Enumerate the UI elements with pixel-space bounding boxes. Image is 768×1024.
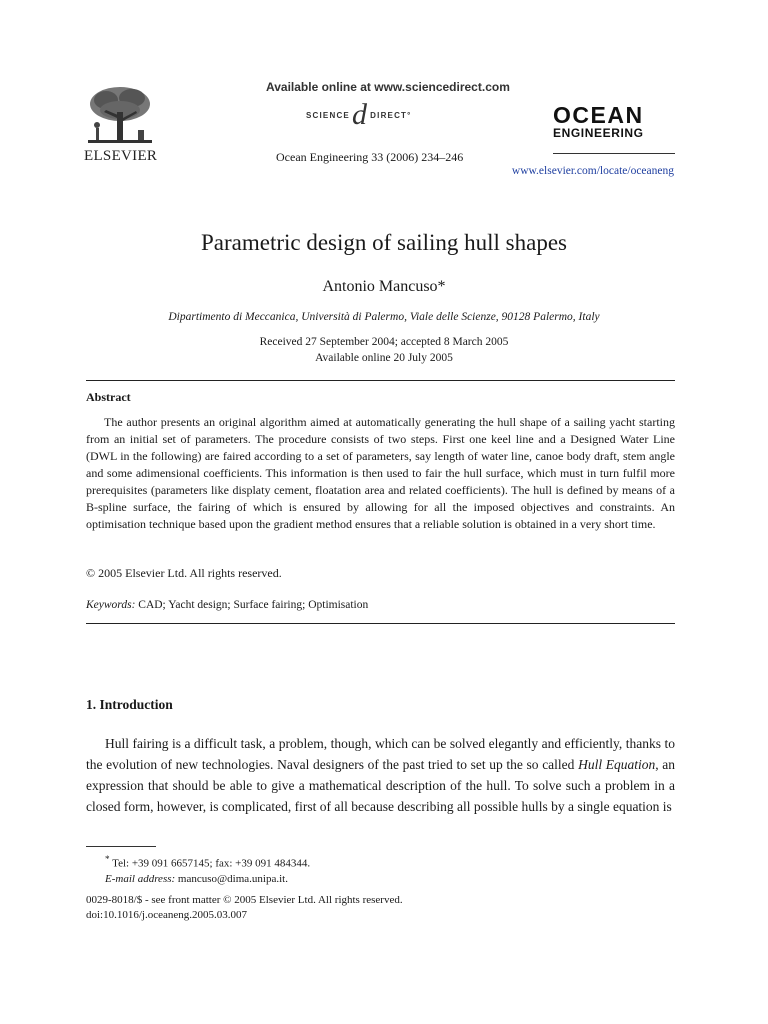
- available-date: Available online 20 July 2005: [315, 352, 453, 364]
- journal-reference: Ocean Engineering 33 (2006) 234–246: [276, 150, 464, 164]
- sciencedirect-left: SCIENCE: [306, 110, 350, 120]
- publisher-name: ELSEVIER: [84, 148, 158, 164]
- footnote-email[interactable]: mancuso@dima.unipa.it.: [175, 872, 288, 885]
- intro-emphasis: Hull Equation: [578, 757, 656, 772]
- author-affiliation: Dipartimento di Meccanica, Università di Palermo, Viale delle Scienze, 90128 Palermo, Italy: [168, 311, 600, 323]
- article-title: Parametric design of sailing hull shapes: [200, 230, 567, 255]
- journal-logo-rule: [553, 153, 675, 154]
- journal-logo: [553, 104, 644, 140]
- footnote-mark: *: [105, 854, 110, 864]
- introduction-body: [86, 733, 675, 817]
- abstract-body: [86, 414, 675, 533]
- introduction-paragraph: [86, 733, 675, 817]
- elsevier-tree-logo: [84, 84, 156, 148]
- abstract-top-rule: [86, 380, 675, 381]
- sciencedirect-right: DIRECT°: [370, 110, 412, 120]
- footnote-email-label: E-mail address:: [105, 872, 176, 885]
- sciencedirect-logo: [306, 100, 412, 130]
- keywords-label: Keywords:: [86, 599, 136, 611]
- front-matter-issn: 0029-8018/$ - see front matter © 2005 Elsevier Ltd. All rights reserved.: [86, 894, 403, 906]
- keywords-list: CAD; Yacht design; Surface fairing; Optimisation: [135, 599, 369, 611]
- journal-logo-line1: OCEAN: [553, 102, 644, 128]
- front-matter: [86, 893, 403, 923]
- abstract-paragraph: The author presents an original algorithm aimed at automatically generating the hull shape of a sailing yacht starting from an initial set of parameters. The procedure consists of two steps. First one keel line and a Designed Water Line (DWL in the following) are faired according to a set of parameters, say length of water line, canoe body draft, stem angle and some adimensional coefficients. This information is then used to fair the hull surface, which must in turn fulfil more prerequisites (parameters like displaty cement, floatation area and related coefficients). The hull is defined by means of a B-spline surface, the fairing of which is ensured by allowing for all the imposed objectives and constraints. An optimisation technique based upon the gradient method ensures that a reliable solution is obtained in a very short time.: [86, 415, 675, 531]
- footnote-email-line: [86, 872, 310, 887]
- intro-text-b: , an expression that should be able to give a mathematical description of the hull. To solve such a problem in a closed form, however, is complicated, first of all because describing all possible hulls by a single equation is: [86, 757, 676, 814]
- abstract-bottom-rule: [86, 623, 675, 624]
- keywords-line: [86, 599, 368, 611]
- available-online-text: Available online at www.sciencedirect.com: [266, 80, 510, 94]
- sciencedirect-at-mark: d: [351, 98, 369, 131]
- article-author: Antonio Mancuso*: [322, 278, 446, 295]
- intro-text-a: Hull fairing is a difficult task, a problem, though, which can be solved elegantly and efficiently, thanks to the evolution of new technologies. Naval designers of the past tried to set up the so called: [86, 736, 675, 772]
- received-date: Received 27 September 2004; accepted 8 March 2005: [259, 336, 509, 348]
- section-heading-introduction: 1. Introduction: [86, 697, 173, 712]
- footnote-rule: [86, 846, 156, 847]
- abstract-heading: Abstract: [86, 390, 131, 404]
- footnote-contact: [86, 852, 310, 872]
- journal-url-link[interactable]: www.elsevier.com/locate/oceaneng: [511, 165, 674, 177]
- front-matter-doi[interactable]: doi:10.1016/j.oceaneng.2005.03.007: [86, 909, 248, 921]
- journal-logo-line2: ENGINEERING: [553, 126, 644, 140]
- article-dates: [0, 334, 768, 366]
- abstract-copyright: © 2005 Elsevier Ltd. All rights reserved.: [86, 566, 282, 580]
- footnote: [86, 852, 310, 887]
- footnote-tel: Tel: +39 091 6657145; fax: +39 091 484344.: [109, 857, 311, 870]
